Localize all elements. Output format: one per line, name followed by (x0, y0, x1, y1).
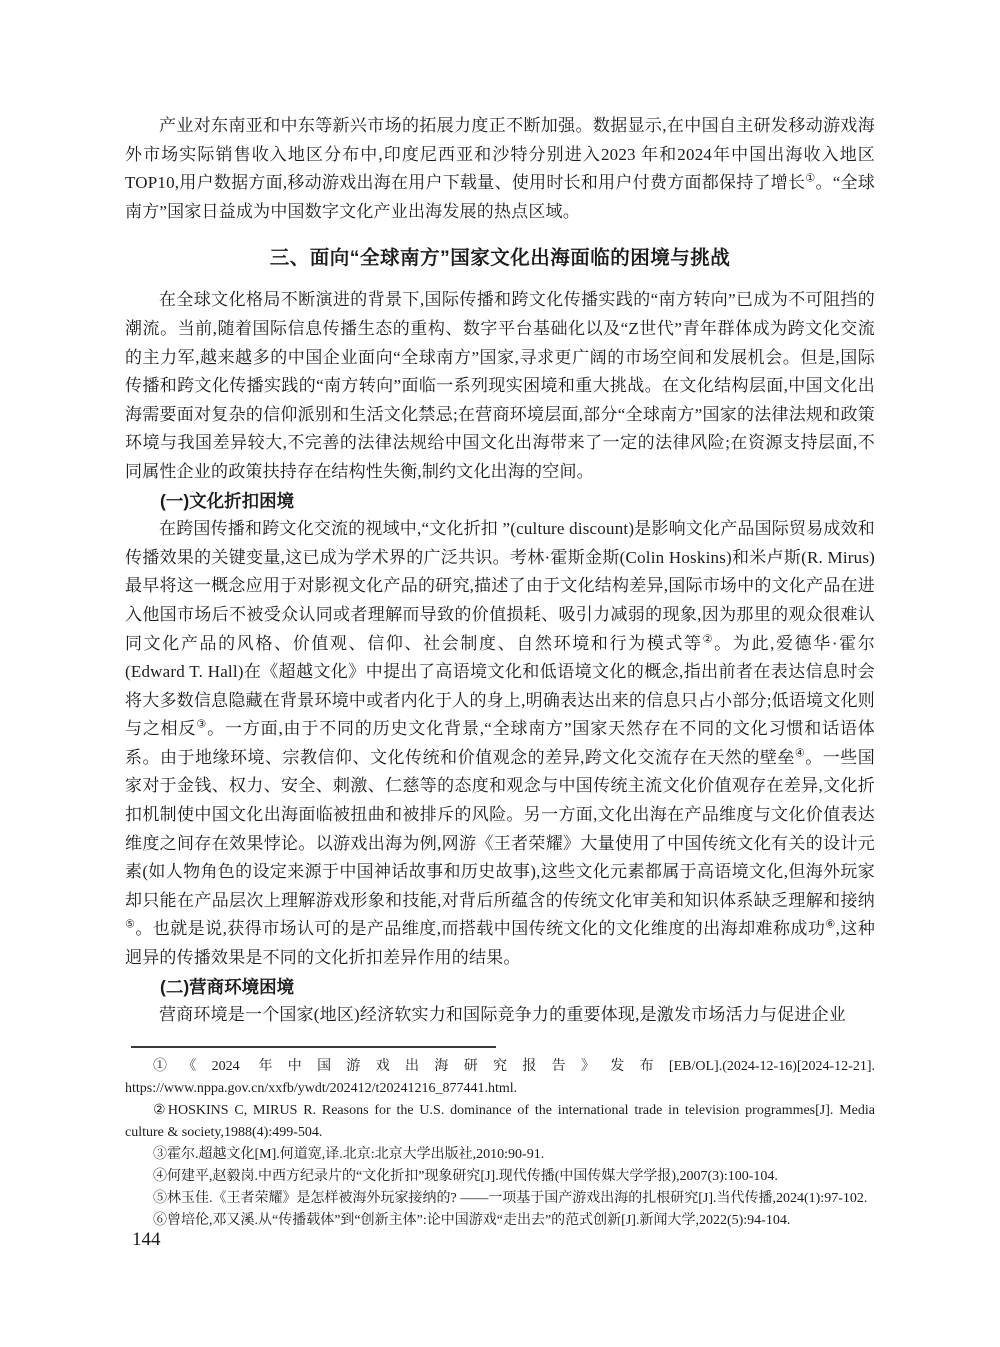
footnote-ref-1: ① (805, 172, 816, 185)
footnote: ③霍尔.超越文化[M].何道宽,译.北京:北京大学出版社,2010:90-91. (153, 1146, 545, 1162)
footnote-divider (131, 1046, 496, 1048)
body-paragraph-4: 营商环境是一个国家(地区)经济软实力和国际竞争力的重要体现,是激发市场活力与促进企业 (159, 1005, 846, 1025)
paragraph-text: 。为此,爱德华·霍尔(Edward T. Hall)在《超越文化》中提出了高语境文化和低语境文化的概念,指出前者在表达信息时会将大多数信息隐藏在背景环境中或者内化于人的身上,明确表达出来的信息只占小部分;低语境文化则与之相反 (125, 633, 875, 739)
footnote: ④何建平,赵毅岗.中西方纪录片的“文化折扣”现象研究[J].现代传播(中国传媒大学学报),2007(3):100-104. (153, 1168, 778, 1184)
page-number: 144 (132, 1229, 161, 1250)
paragraph-text: 。一方面,由于不同的历史文化背景,“全球南方”国家天然存在不同的文化习惯和话语体系。由于地缘环境、宗教信仰、文化传统和价值观念的差异,跨文化交流存在天然的壁垒 (125, 719, 875, 767)
paragraph-text: 。“全球南方”国家日益成为中国数字文化产业出海发展的热点区域。 (125, 173, 875, 221)
subsection-heading-2: (二)营商环境困境 (160, 976, 295, 997)
subsection-heading-1: (一)文化折扣困境 (160, 490, 295, 511)
footnote: ①《2024 年中国游戏出海研究报告》发布[EB/OL].(2024-12-16)[2024-12-21]. https://www.nppa.gov.cn/xxfb/ywdt/202412/t20241216_877441.html. (125, 1058, 875, 1096)
section-heading: 三、面向“全球南方”国家文化出海面临的困境与挑战 (269, 247, 731, 270)
page-content (125, 112, 875, 1232)
footnote-ref-5: ⑤ (125, 918, 136, 931)
footnote-list (125, 1056, 875, 1232)
footnote: ⑤林玉佳.《王者荣耀》是怎样被海外玩家接纳的? ——一项基于国产游戏出海的扎根研究[J].当代传播,2024(1):97-102. (153, 1190, 868, 1206)
paragraph-text: 在跨国传播和跨文化交流的视域中,“文化折扣 ”(culture discount)是影响文化产品国际贸易成效和传播效果的关键变量,这已成为学术界的广泛共识。考林·霍斯金斯(Colin Hoskins)和米卢斯(R. Mirus)最早将这一概念应用于对影视文化产品的研究,描述了由于文化结构差异,国际市场中的文化产品在进入他国市场后不被受众认同或者理解而导致的价值损耗、吸引力减弱的现象,因为那里的观众很难认同文化产品的风格、价值观、信仰、社会制度、自然环境和行为模式等 (125, 519, 875, 653)
paragraph-text: 产业对东南亚和中东等新兴市场的拓展力度正不断加强。数据显示,在中国自主研发移动游戏海外市场实际销售收入地区分布中,印度尼西亚和沙特分别进入2023 年和2024年中国出海收入地区TOP10,用户数据方面,移动游戏出海在用户下载量、使用时长和用户付费方面都保持了增长 (125, 116, 875, 193)
body-paragraph-2: 在全球文化格局不断演进的背景下,国际传播和跨文化传播实践的“南方转向”已成为不可阻挡的潮流。当前,随着国际信息传播生态的重构、数字平台基础化以及“Z世代”青年群体成为跨文化交流的主力军,越来越多的中国企业面向“全球南方”国家,寻求更广阔的市场空间和发展机会。但是,国际传播和跨文化传播实践的“南方转向”面临一系列现实困境和重大挑战。在文化结构层面,中国文化出海需要面对复杂的信仰派别和生活文化禁忌;在营商环境层面,部分“全球南方”国家的法律法规和政策环境与我国差异较大,不完善的法律法规给中国文化出海带来了一定的法律风险;在资源支持层面,不同属性企业的政策扶持存在结构性失衡,制约文化出海的空间。 (125, 290, 875, 481)
footnote-ref-6: ⑥ (825, 918, 836, 931)
paragraph-text: ,这种迥异的传播效果是不同的文化折扣差异作用的结果。 (125, 919, 876, 968)
footnote-ref-3: ③ (196, 718, 208, 731)
footnote: ②HOSKINS C, MIRUS R. Reasons for the U.S. dominance of the international trade in television programmes[J]. Media culture & society,1988(4):499-504. (125, 1102, 875, 1140)
body-paragraph-1 (125, 112, 875, 226)
footnote: ⑥曾培伦,邓又溪.从“传播载体”到“创新主体”:论中国游戏“走出去”的范式创新[J].新闻大学,2022(5):94-104. (153, 1212, 791, 1228)
body-paragraph-3 (125, 515, 875, 973)
paragraph-text: 。也就是说,获得市场认可的是产品维度,而搭载中国传统文化的文化维度的出海却难称成功 (135, 919, 826, 939)
footnote-ref-2: ② (702, 632, 715, 645)
footnote-ref-4: ④ (794, 747, 806, 760)
paragraph-text: 。一些国家对于金钱、权力、安全、刺激、仁慈等的态度和观念与中国传统主流文化价值观存在差异,文化折扣机制使中国文化出海面临被扭曲和被排斥的风险。另一方面,文化出海在产品维度与文化价值表达维度之间存在效果悖论。以游戏出海为例,网游《王者荣耀》大量使用了中国传统文化有关的设计元素(如人物角色的设定来源于中国神话故事和历史故事),这些文化元素都属于高语境文化,但海外玩家却只能在产品层次上理解游戏形象和技能,对背后所蕴含的传统文化审美和知识体系缺乏理解和接纳 (125, 747, 875, 910)
